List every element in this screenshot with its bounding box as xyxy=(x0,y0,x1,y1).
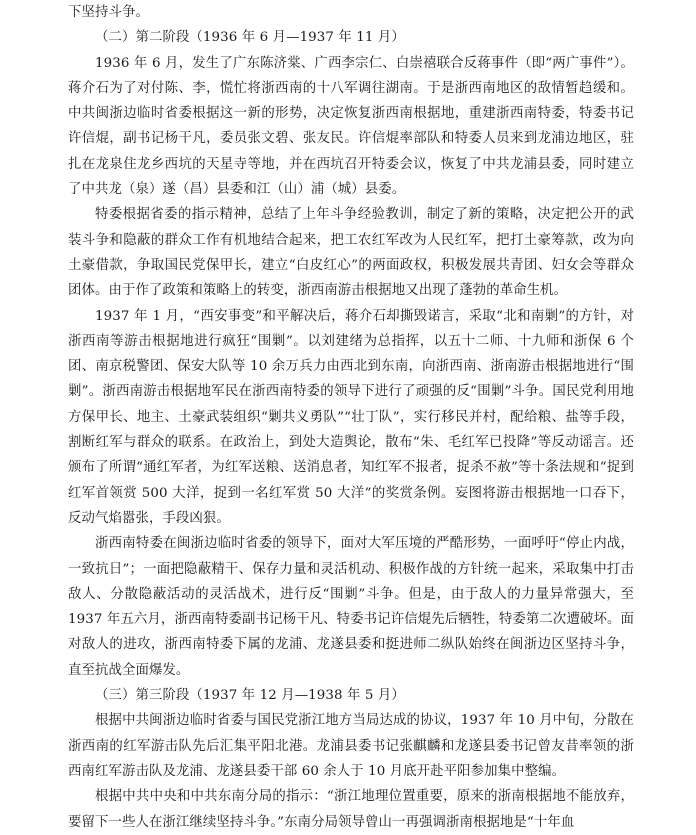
paragraph: 根据中共闽浙边临时省委与国民党浙江地方当局达成的协议，1937 年 10 月中旬，分散在浙西南的红军游击队先后汇集平阳北港。龙浦县委书记张麒麟和龙遂县委书记曾友昔率领的浙西南红军游击队及龙浦、龙遂县委干部 60 余人于 10 月底开赴平阳参加集中整编。 xyxy=(68,713,634,779)
paragraph: 浙西南特委在闽浙边临时省委的领导下，面对大军压境的严酷形势，一面呼吁“停止内战，一致抗日”；一面把隐蔽精干、保存力量和灵活机动、积极作战的方针统一起来，采取集中打击敌人、分散隐蔽活动的灵活战术，进行反“围剿”斗争。但是，由于敌人的力量异常强大，至 1937 年五六月，浙西南特委副书记杨干凡、特委书记许信焜先后牺牲，特委第二次遭破坏。面对敌人的进攻，浙西南特委下属的龙浦、龙遂县委和挺进师二纵队始终在闽浙边区坚持斗争，直至抗战全面爆发。 xyxy=(68,536,634,678)
lead-text: 下坚持斗争。 xyxy=(68,5,149,20)
section-heading-2: （二）第二阶段（1936 年 6 月—1937 年 11 月） xyxy=(95,30,405,46)
paragraph: 1937 年 1 月，“西安事变”和平解决后，蒋介石却撕毁诺言，采取“北和南剿”的方针，对浙西南等游击根据地进行疯狂“围剿”。以刘建绪为总指挥，以五十二师、十九师和浙保 6 个团、南京税警团、保安大队等 10 余万兵力由西北到东南，向浙西南、浙南游击根据地进行“围剿”。浙西南游击根据地军民在浙西南特委的领导下进行了顽强的反“围剿”斗争。国民党利用地方保甲长、地主、土豪武装组织“剿共义勇队”“壮丁队”，实行移民并村，配给粮、盐等手段，割断红军与群众的联系。在政治上，到处大造舆论，散布“朱、毛红军已投降”等反动谣言。还颁布了所谓“通红军者，为红军送粮、送消息者，知红军不报者，捉杀不赦”等十条法规和“捉到红军首领赏 500 大洋，捉到一名红军赏 50 大洋”的奖赏条例。妄图将游击根据地一口吞下，反动气焰嚣张，手段凶狠。 xyxy=(68,308,634,526)
paragraph: 特委根据省委的指示精神，总结了上年斗争经验教训，制定了新的策略，决定把公开的武装斗争和隐蔽的群众工作有机地结合起来，把工农红军改为人民红军，把打土豪筹款，改为向土豪借款，争取国民党保甲长，建立“白皮红心”的两面政权，积极发展共青团、妇女会等群众团体。由于作了政策和策略上的转变，浙西南游击根据地又出现了蓬勃的革命生机。 xyxy=(68,207,634,299)
section-heading-3: （三）第三阶段（1937 年 12 月—1938 年 5 月） xyxy=(95,688,405,704)
paragraph: 1936 年 6 月，发生了广东陈济棠、广西李宗仁、白崇禧联合反蒋事件（即“两广事件”）。蒋介石为了对付陈、李，慌忙将浙西南的十八军调往湖南。于是浙西南地区的敌情暂趋缓和。中共闽浙边临时省委根据这一新的形势，决定恢复浙西南根据地，重建浙西南特委，特委书记许信焜，副书记杨干凡，委员张文碧、张友民。许信焜率部队和特委人员来到龙浦边地区，驻扎在龙泉住龙乡西坑的天星寺等地，并在西坑召开特委会议，恢复了中共龙浦县委，同时建立了中共龙（泉）遂（昌）县委和江（山）浦（城）县委。 xyxy=(68,55,634,198)
paragraph: 根据中共中央和中共东南分局的指示：“浙江地理位置重要，原来的浙南根据地不能放弃，要留下一些人在浙江继续坚持斗争。”东南分局领导曾山一再强调浙南根据地是“十年血 xyxy=(68,789,634,830)
